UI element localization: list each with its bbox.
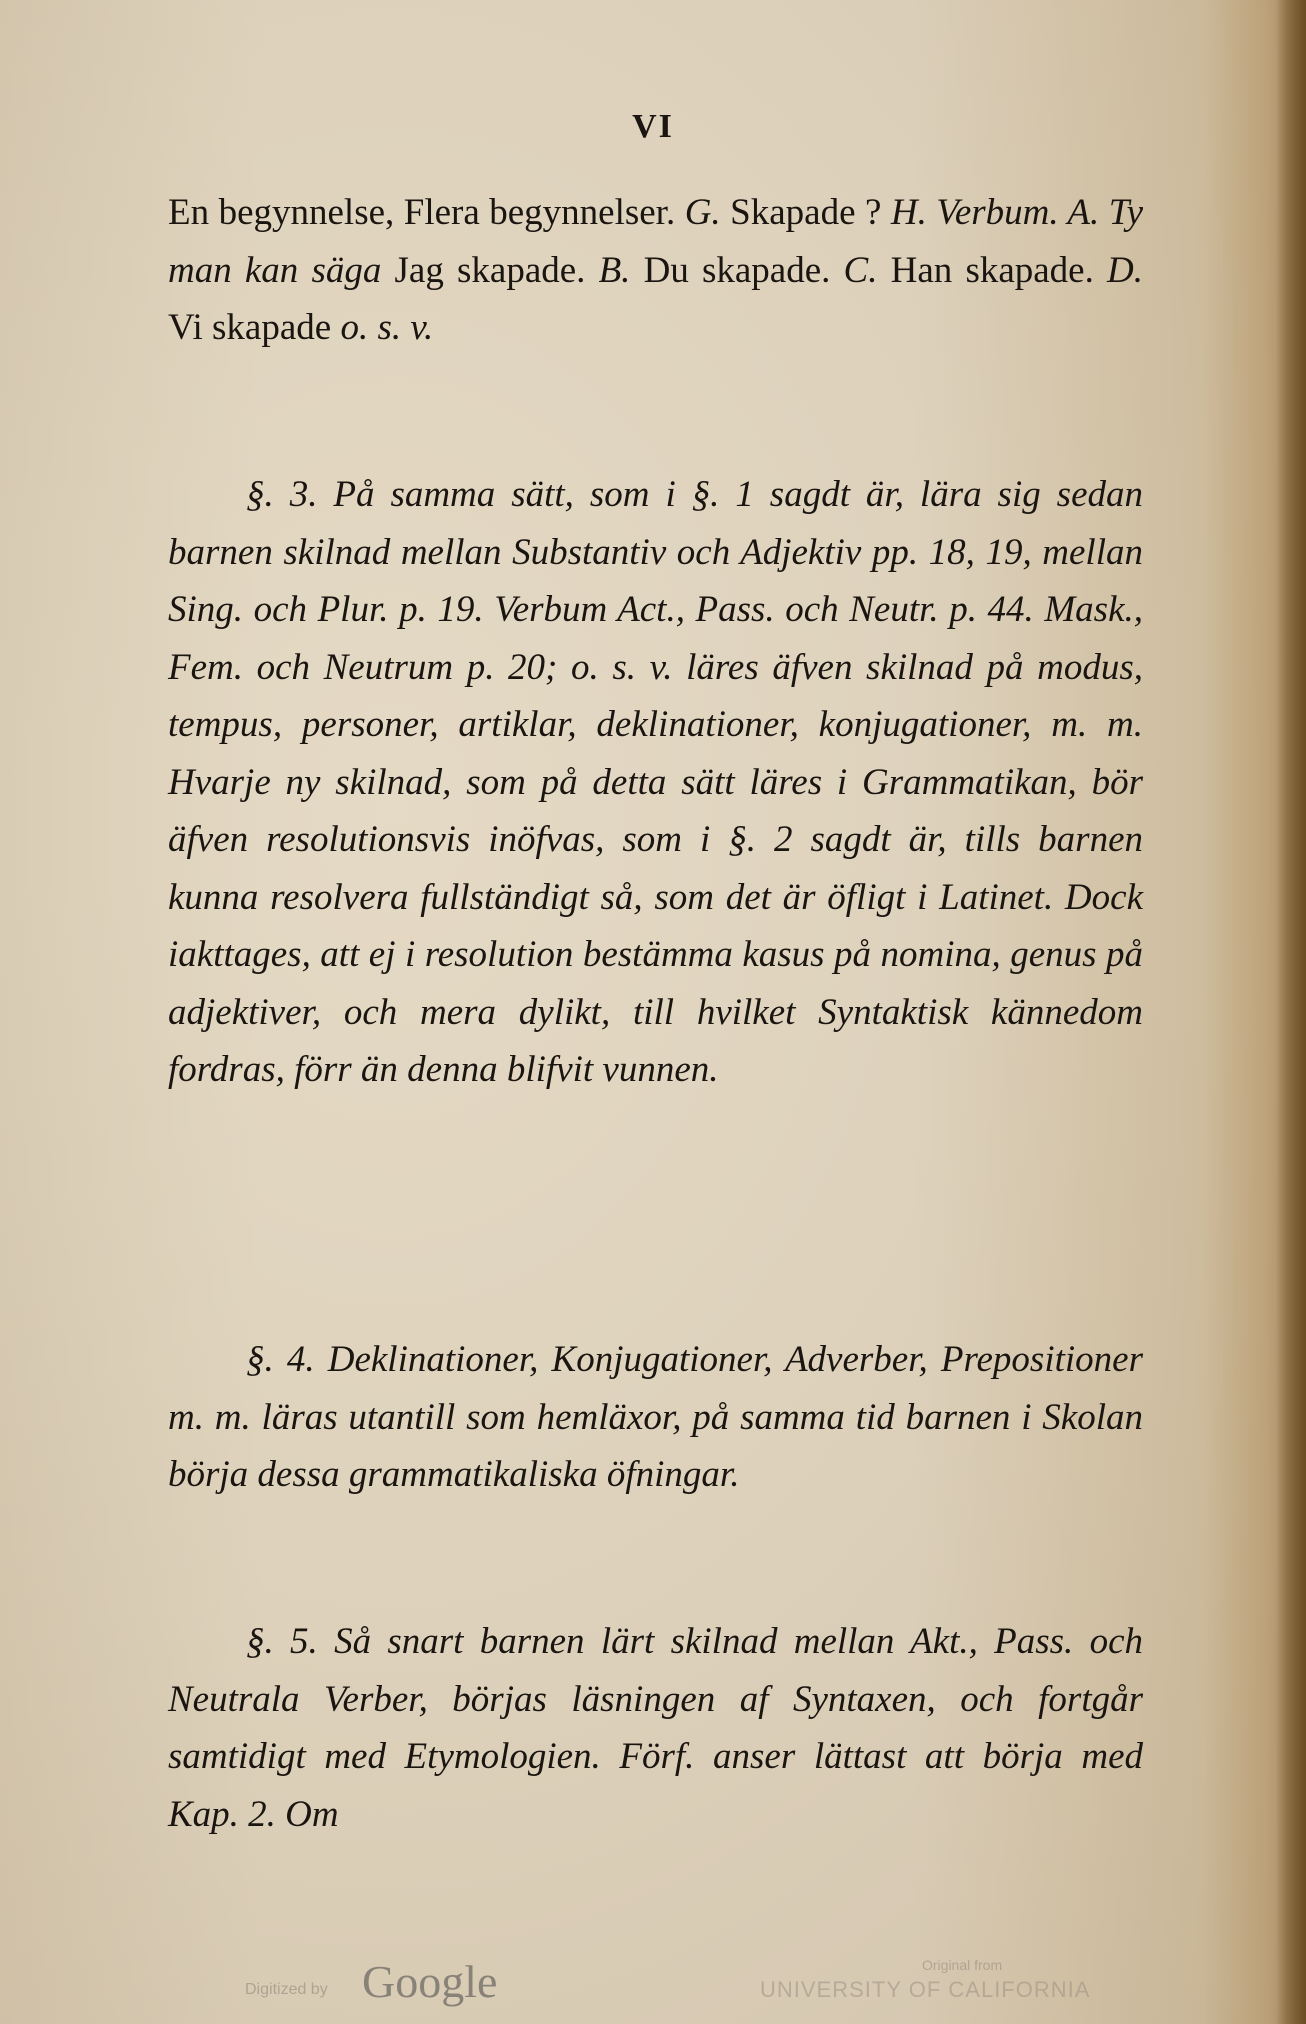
paragraph-section-5	[168, 1613, 1143, 1843]
paragraph-examples	[168, 184, 1143, 357]
text-run: Han skapade.	[877, 249, 1108, 291]
page-number: VI	[632, 108, 674, 145]
text-run: Skapade ?	[720, 192, 891, 233]
digitized-by-label: Digitized by	[245, 1981, 328, 1998]
page-edge-shadow	[1276, 0, 1306, 2024]
paragraph-section-3	[168, 466, 1143, 1099]
text-run: En begynnelse, Flera begynnelser.	[168, 192, 685, 233]
google-logo: Google	[362, 1956, 498, 2007]
paragraph-text: §. 4. Deklinationer, Konjugationer, Adverber, Prepositioner m. m. läras utantill som hemläxor, på samma tid barnen i Skolan börja dessa grammatikaliska öfningar.	[168, 1339, 1143, 1495]
original-from-label: Original from	[922, 1957, 1003, 1973]
paragraph-text: §. 5. Så snart barnen lärt skilnad mellan Akt., Pass. och Neutrala Verber, börjas läsningen af Syntaxen, och fortgår samtidigt med Etymologien. Förf. anser lättast att börja med Kap. 2. Om	[168, 1621, 1143, 1835]
paragraph-text: §. 3. På samma sätt, som i §. 1 sagdt är, lära sig sedan barnen skilnad mellan Substantiv och Adjektiv pp. 18, 19, mellan Sing. och Plur. p. 19. Verbum Act., Pass. och Neutr. p. 44. Mask., Fem. och Neutrum p. 20; o. s. v. läres äfven skilnad på modus, tempus, personer, artiklar, deklinationer, konjugationer, m. m. Hvarje ny skilnad, som på detta sätt läres i Grammatikan, bör äfven resolutionsvis inöfvas, som i §. 2 sagdt är, tills barnen kunna resolvera fullständigt så, som det är öfligt i Latinet. Dock iakttages, att ej i resolution bestämma kasus på nomina, genus på adjektiver, och mera dylikt, till hvilket Syntaktisk kännedom fordras, förr än denna blifvit vunnen.	[168, 474, 1143, 1090]
text-run: D.	[1107, 249, 1143, 291]
text-run: G.	[684, 192, 721, 233]
text-run: H. Verbum. A. Ty man kan säga	[168, 192, 1143, 291]
paragraph-section-4	[168, 1331, 1143, 1504]
text-run: Vi skapade	[168, 307, 341, 348]
text-run: Jag skapade.	[381, 249, 599, 291]
university-label: UNIVERSITY OF CALIFORNIA	[760, 1977, 1091, 2002]
text-run: Du skapade.	[630, 249, 844, 291]
digitization-footer	[0, 1955, 1306, 2015]
text-run: C.	[843, 249, 878, 291]
text-run: o. s. v.	[340, 307, 434, 348]
text-run: B.	[598, 249, 631, 291]
